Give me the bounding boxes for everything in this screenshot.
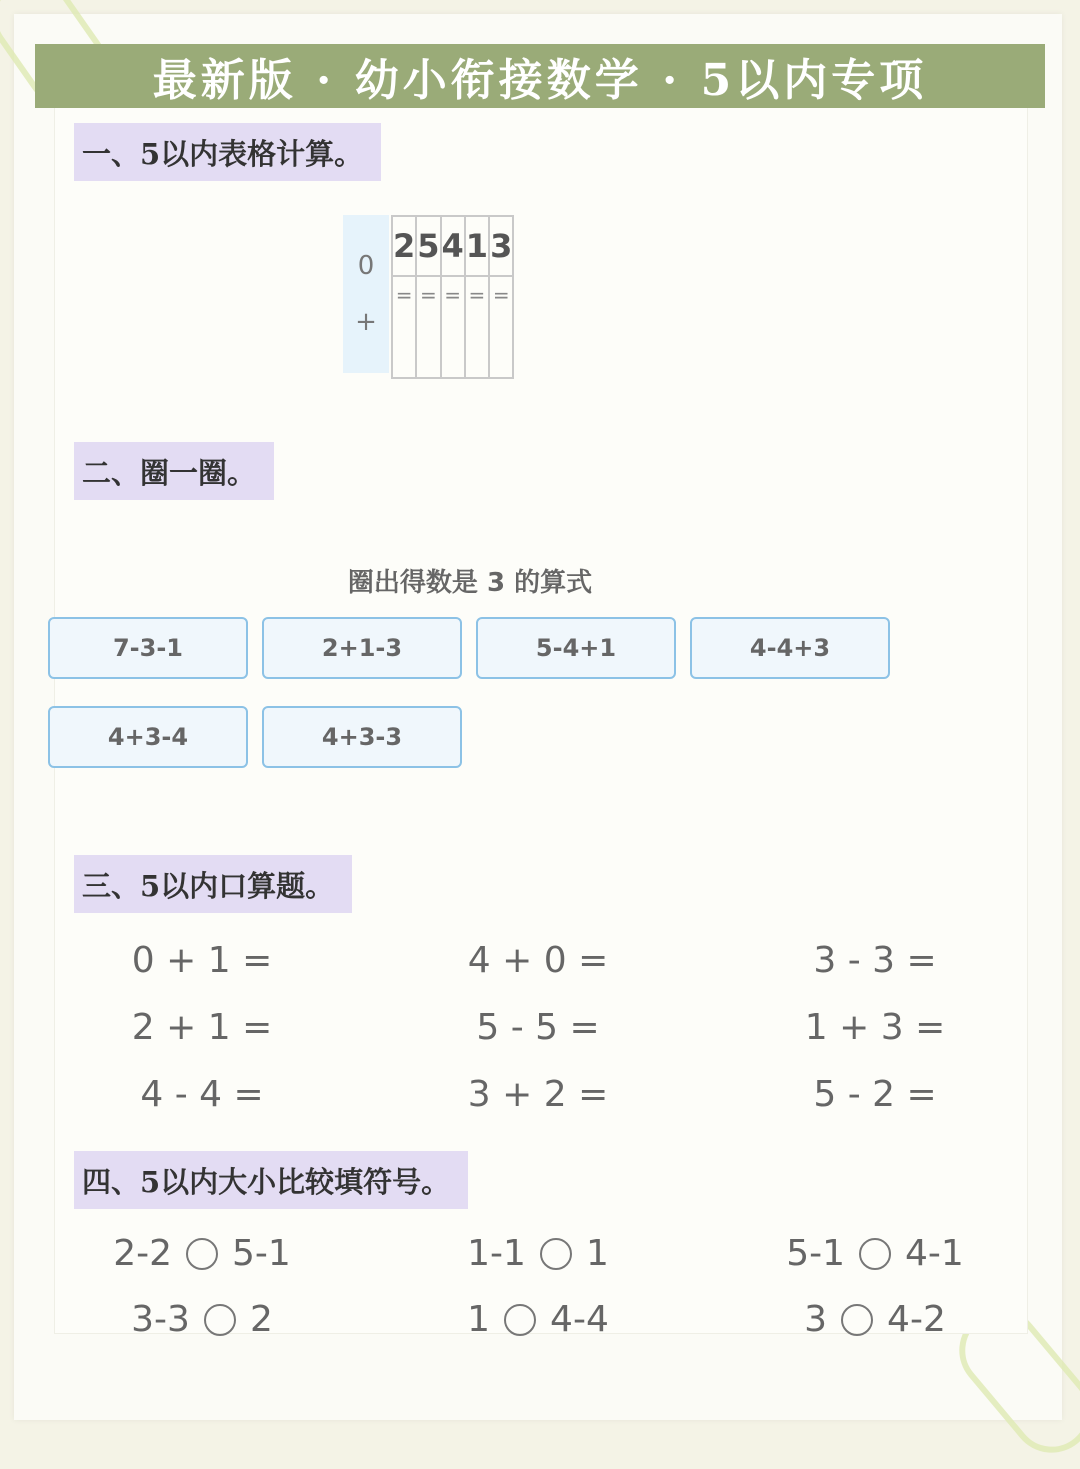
comparison-problem <box>52 1299 352 1340</box>
calc-grid <box>391 215 514 379</box>
comparison-problem <box>388 1233 688 1274</box>
circle-instruction: 圈出得数是 3 的算式 <box>347 568 593 598</box>
comparison-right: 2 <box>249 1299 273 1340</box>
comparison-left: 3-3 <box>131 1299 190 1340</box>
answer-circle[interactable] <box>186 1238 218 1270</box>
table-header-cell: 3 <box>489 216 513 276</box>
page-title: 最新版 · 幼小衔接数学 · 5以内专项 <box>152 55 928 106</box>
table-header-cell: 5 <box>416 216 440 276</box>
arithmetic-problem: 2 + 1 = <box>131 1007 273 1048</box>
arithmetic-problem: 5 - 5 = <box>476 1007 600 1048</box>
expression-option[interactable]: 2+1-3 <box>262 617 462 679</box>
section-1-heading: 一、5以内表格计算。 <box>74 123 381 181</box>
comparison-right: 1 <box>585 1233 609 1274</box>
comparison-left: 3 <box>804 1299 828 1340</box>
comparison-left: 5-1 <box>786 1233 845 1274</box>
arithmetic-problem: 0 + 1 = <box>131 940 273 981</box>
comparison-right: 4-1 <box>905 1233 964 1274</box>
comparison-left: 2-2 <box>113 1233 172 1274</box>
arithmetic-problem: 5 - 2 = <box>813 1074 937 1115</box>
answer-circle[interactable] <box>859 1238 891 1270</box>
table-header-cell: 4 <box>441 216 465 276</box>
operator-column <box>343 215 389 373</box>
arithmetic-problem: 3 - 3 = <box>813 940 937 981</box>
comparison-problem <box>388 1299 688 1340</box>
table-header-cell: 1 <box>465 216 489 276</box>
title-banner <box>35 44 1045 108</box>
answer-circle[interactable] <box>841 1304 873 1336</box>
comparison-problem <box>725 1233 1025 1274</box>
section-2-heading: 二、圈一圈。 <box>74 442 274 500</box>
table-header-cell: 2 <box>392 216 416 276</box>
expression-option[interactable]: 4-4+3 <box>690 617 890 679</box>
arithmetic-problem: 4 - 4 = <box>140 1074 264 1115</box>
answer-cell[interactable]: = <box>489 276 513 378</box>
comparison-left: 1 <box>467 1299 491 1340</box>
operator-sign: + <box>355 307 377 337</box>
comparison-left: 1-1 <box>467 1233 526 1274</box>
answer-circle[interactable] <box>504 1304 536 1336</box>
arithmetic-problem: 3 + 2 = <box>467 1074 609 1115</box>
expression-option[interactable]: 5-4+1 <box>476 617 676 679</box>
expression-option[interactable]: 4+3-4 <box>48 706 248 768</box>
expression-option[interactable]: 7-3-1 <box>48 617 248 679</box>
comparison-problem <box>725 1299 1025 1340</box>
answer-cell[interactable]: = <box>441 276 465 378</box>
section-3-heading: 三、5以内口算题。 <box>74 855 352 913</box>
comparison-right: 4-4 <box>550 1299 609 1340</box>
comparison-right: 5-1 <box>232 1233 291 1274</box>
answer-cell[interactable]: = <box>465 276 489 378</box>
operator-addend: 0 <box>357 251 375 281</box>
answer-circle[interactable] <box>204 1304 236 1336</box>
arithmetic-problem: 4 + 0 = <box>467 940 609 981</box>
comparison-right: 4-2 <box>887 1299 946 1340</box>
answer-cell[interactable]: = <box>416 276 440 378</box>
section-4-heading: 四、5以内大小比较填符号。 <box>74 1151 468 1209</box>
expression-option[interactable]: 4+3-3 <box>262 706 462 768</box>
answer-circle[interactable] <box>540 1238 572 1270</box>
answer-cell[interactable]: = <box>392 276 416 378</box>
comparison-problem <box>52 1233 352 1274</box>
arithmetic-problem: 1 + 3 = <box>804 1007 946 1048</box>
